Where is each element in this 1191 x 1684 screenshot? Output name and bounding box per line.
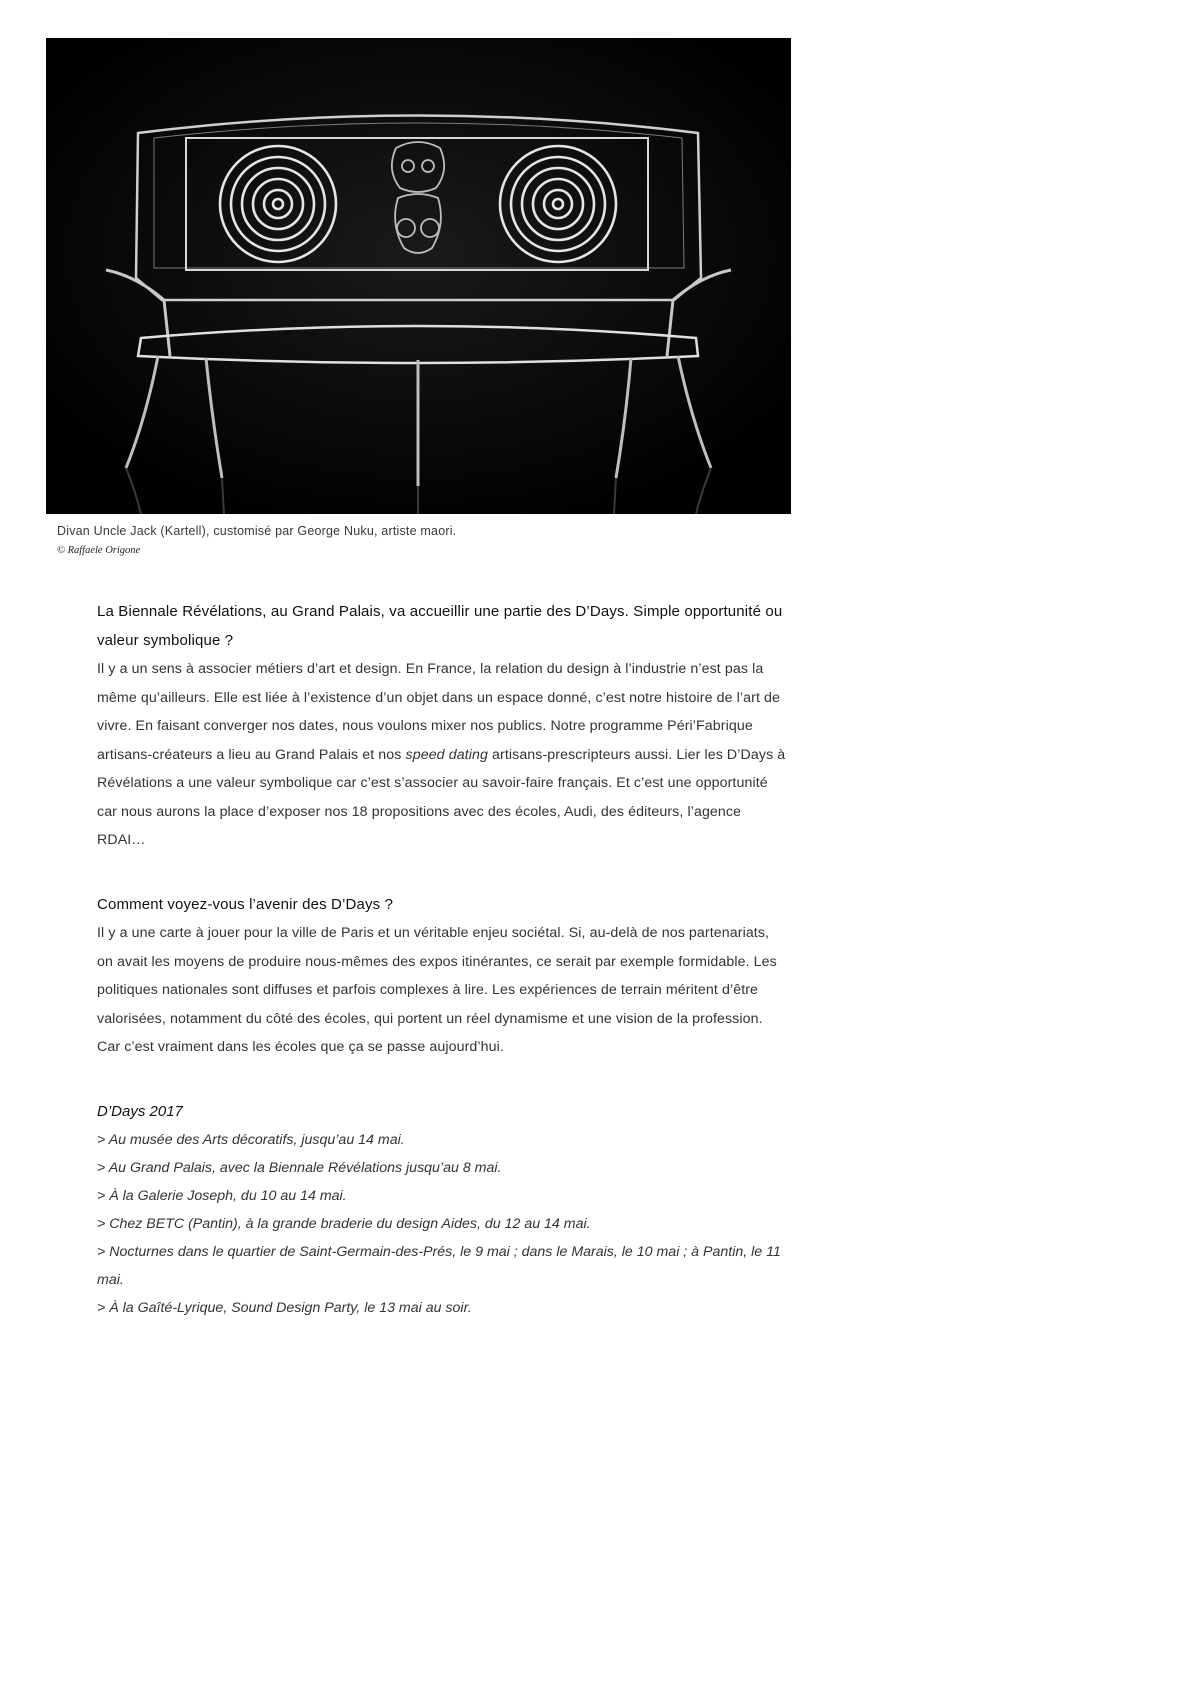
event-item: > À la Galerie Joseph, du 10 au 14 mai. <box>97 1187 347 1204</box>
event-item: > À la Gaîté-Lyrique, Sound Design Party, le 13 mai au soir. <box>97 1299 472 1316</box>
answer-1-part-b: artisans-prescripteurs aussi. Lier les D’Days à Révélations a une valeur symbolique car c’est s’associer au savoir-faire français. Et c’est une opportunité car nous aurons la place d’exposer nos 18 propositions avec des écoles, Audi, des éditeurs, l’agence RDAI… <box>97 746 786 848</box>
sofa-photo <box>46 38 791 514</box>
events-list <box>97 1126 789 1322</box>
question-1: La Biennale Révélations, au Grand Palais, va accueillir une partie des D’Days. Simple opportunité ou valeur symbolique ? <box>97 603 783 649</box>
answer-1 <box>97 655 789 855</box>
question-2: Comment voyez-vous l’avenir des D’Days ? <box>97 895 394 913</box>
events-box <box>97 1098 789 1322</box>
answer-1-part-a: Il y a un sens à associer métiers d’art et design. En France, la relation du design à l’industrie n’est pas la même qu’ailleurs. Elle est liée à l’existence d’un objet dans un espace donné, c’est notre histoire de l’art de vivre. En faisant converger nos dates, nous voulons mixer nos publics. Notre programme Péri’Fabrique artisans-créateurs a lieu au Grand Palais et nos <box>97 661 781 763</box>
event-item: > Au Grand Palais, avec la Biennale Révélations jusqu’au 8 mai. <box>97 1159 502 1176</box>
event-item: > Nocturnes dans le quartier de Saint-Germain-des-Prés, le 9 mai ; dans le Marais, le 10 mai ; à Pantin, le 11 mai. <box>97 1243 781 1288</box>
interview-article <box>97 598 789 1322</box>
photo-credit: © Raffaele Origone <box>57 545 141 556</box>
photo-caption: Divan Uncle Jack (Kartell), customisé par George Nuku, artiste maori. <box>57 524 457 538</box>
events-title: D’Days 2017 <box>97 1102 183 1120</box>
event-item: > Chez BETC (Pantin), à la grande braderie du design Aides, du 12 au 14 mai. <box>97 1215 591 1232</box>
section-2 <box>97 891 789 1062</box>
event-item: > Au musée des Arts décoratifs, jusqu’au 14 mai. <box>97 1131 405 1148</box>
answer-1-emphasis: speed dating <box>405 746 488 763</box>
answer-2: Il y a une carte à jouer pour la ville de Paris et un véritable enjeu sociétal. Si, au-delà de nos partenariats, on avait les moyens de produire nous-mêmes des expos itinérantes, ce serait par exemple formidable. Les politiques nationales sont diffuses et parfois complexes à lire. Les expériences de terrain méritent d’être valorisées, notamment du côté des écoles, qui portent un réel dynamisme et une vision de la profession. Car c’est vraiment dans les écoles que ça se passe aujourd’hui. <box>97 925 777 1055</box>
